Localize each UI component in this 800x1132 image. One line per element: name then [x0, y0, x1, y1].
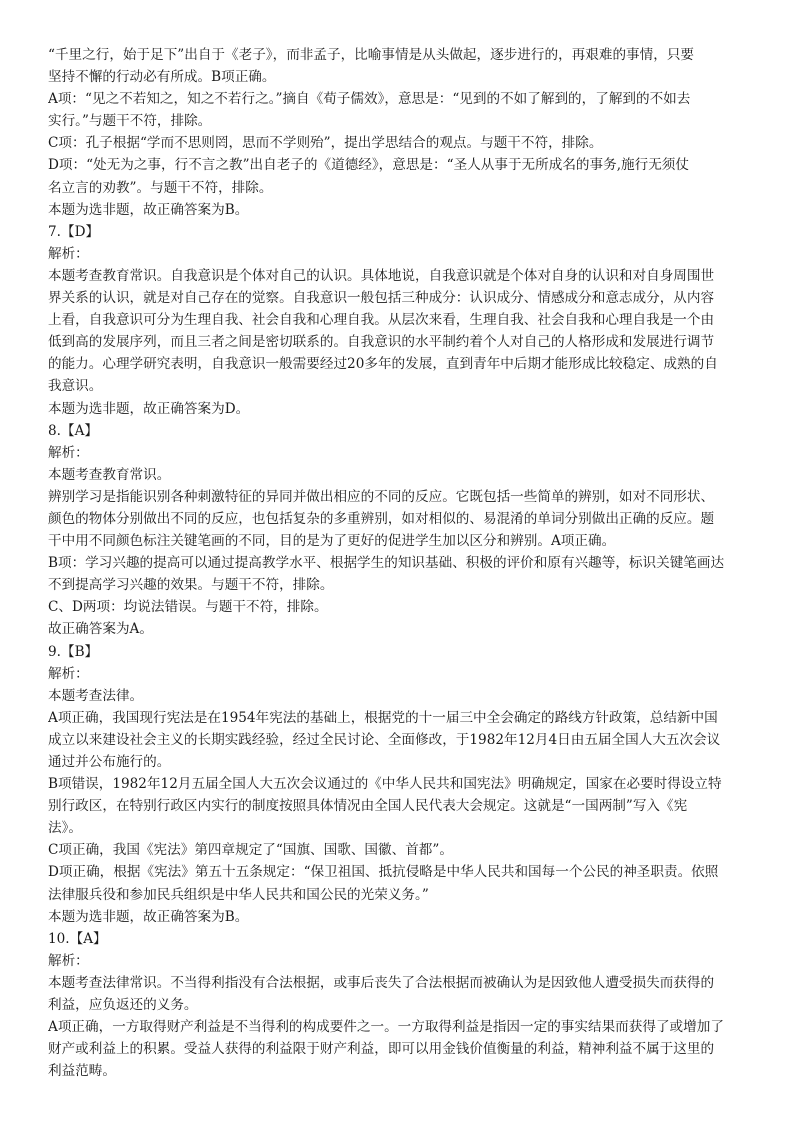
text-line: D项：“处无为之事，行不言之教”出自老子的《道德经》，意思是：“圣人从事于无所成名的事务,施行无须仗	[48, 157, 689, 174]
text-line: 本题考查法律。	[48, 687, 144, 704]
text-line: 上看，自我意识可分为生理自我、社会自我和心理自我。从层次来看，生理自我、社会自我和心理自我是一个由	[48, 312, 715, 329]
text-line: 颜色的物体分别做出不同的反应，也包括复杂的多重辨别，如对相似的、易混淆的单词分别做出正确的反应。题	[48, 510, 715, 527]
text-line: 本题为选非题，故正确答案为B。	[48, 201, 249, 218]
text-line: A项：“见之不若知之，知之不若行之。”摘自《荀子儒效》，意思是：“见到的不如了解到的，了解到的不如去	[48, 91, 691, 108]
text-line: 辨别学习是指能识别各种刺激特征的异同并做出相应的不同的反应。它既包括一些简单的辨别，如对不同形状、	[48, 488, 715, 505]
text-line: 不到提高学习兴趣的效果。与题干不符，排除。	[48, 577, 334, 594]
text-line: 10.【A】	[48, 930, 107, 947]
text-line: B项错误，1982年12月五届全国人大五次会议通过的《中华人民共和国宪法》明确规定，国家在必要时得设立特	[48, 776, 722, 793]
document-body	[48, 44, 760, 1082]
text-line: B项：学习兴趣的提高可以通过提高教学水平、根据学生的知识基础、积极的评价和原有兴趣等，标识关键笔画达	[48, 555, 725, 572]
text-line: 干中用不同颜色标注关键笔画的不同，目的是为了更好的促进学生加以区分和辨别。A项正确。	[48, 533, 616, 550]
text-line: 本题考查教育常识。自我意识是个体对自己的认识。具体地说，自我意识就是个体对自身的认识和对自身周围世	[48, 267, 715, 284]
text-line: 本题为选非题，故正确答案为B。	[48, 908, 249, 925]
text-line: 本题为选非题，故正确答案为D。	[48, 400, 250, 417]
text-line: 利益，应负返还的义务。	[48, 997, 198, 1014]
text-line: 解析：	[48, 952, 89, 969]
text-line: A项正确，我国现行宪法是在1954年宪法的基础上，根据党的十一届三中全会确定的路线方针政策，总结新中国	[48, 709, 718, 726]
text-line: 本题考查教育常识。	[48, 466, 171, 483]
text-line: A项正确，一方取得财产利益是不当得利的构成要件之一。一方取得利益是指因一定的事实结果而获得了或增加了	[48, 1019, 724, 1036]
text-line: 8.【A】	[48, 422, 98, 439]
text-line: 低到高的发展序列，而且三者之间是密切联系的。自我意识的水平制约着个人对自己的人格形成和发展进行调节	[48, 334, 715, 351]
text-line: 坚持不懈的行动必有所成。B项正确。	[48, 69, 276, 86]
text-line: 解析：	[48, 665, 89, 682]
text-line: D项正确，根据《宪法》第五十五条规定：“保卫祖国、抵抗侵略是中华人民共和国每一个公民的神圣职责。依照	[48, 864, 719, 881]
text-line: 别行政区，在特别行政区内实行的制度按照具体情况由全国人民代表大会规定。这就是“一国两制”写入《宪	[48, 798, 688, 815]
text-line: 故正确答案为A。	[48, 621, 153, 638]
text-line: 实行。”与题干不符，排除。	[48, 113, 212, 130]
text-line: 法律服兵役和参加民兵组织是中华人民共和国公民的光荣义务。”	[48, 886, 429, 903]
text-line: 名立言的劝教”。与题干不符，排除。	[48, 179, 273, 196]
text-line: 通过并公布施行的。	[48, 754, 171, 770]
text-line: 利益范畴。	[48, 1063, 116, 1080]
text-line: 9.【B】	[48, 643, 99, 660]
text-line: C项正确，我国《宪法》第四章规定了“国旗、国歌、国徽、首都”。	[48, 842, 453, 859]
text-line: 解析：	[48, 444, 89, 461]
text-line: 的能力。心理学研究表明，自我意识一般需要经过20多年的发展，直到青年中后期才能形成比较稳定、成熟的自	[48, 356, 718, 373]
text-line: 成立以来建设社会主义的长期实践经验，经过全民讨论、全面修改，于1982年12月4日由五届全国人大五次会议	[48, 731, 721, 748]
text-line: C、D两项：均说法错误。与题干不符，排除。	[48, 599, 328, 616]
text-line: 财产或利益上的积累。受益人获得的利益限于财产利益，即可以用金钱价值衡量的利益，精神利益不属于这里的	[48, 1041, 715, 1058]
text-line: “千里之行，始于足下”出自于《老子》，而非孟子，比喻事情是从头做起，逐步进行的，再艰难的事情，只要	[48, 47, 695, 63]
text-line: 我意识。	[48, 378, 103, 395]
text-line: 界关系的认识，就是对自己存在的觉察。自我意识一般包括三种成分：认识成分、情感成分和意志成分，从内容	[48, 290, 715, 307]
text-line: C项：孔子根据“学而不思则罔，思而不学则殆”，提出学思结合的观点。与题干不符，排除。	[48, 135, 603, 152]
text-line: 7.【D】	[48, 223, 100, 240]
text-line: 法》。	[48, 820, 82, 837]
text-line: 本题考查法律常识。不当得利指没有合法根据，或事后丧失了合法根据而被确认为是因致他人遭受损失而获得的	[48, 974, 715, 991]
text-line: 解析：	[48, 245, 89, 262]
